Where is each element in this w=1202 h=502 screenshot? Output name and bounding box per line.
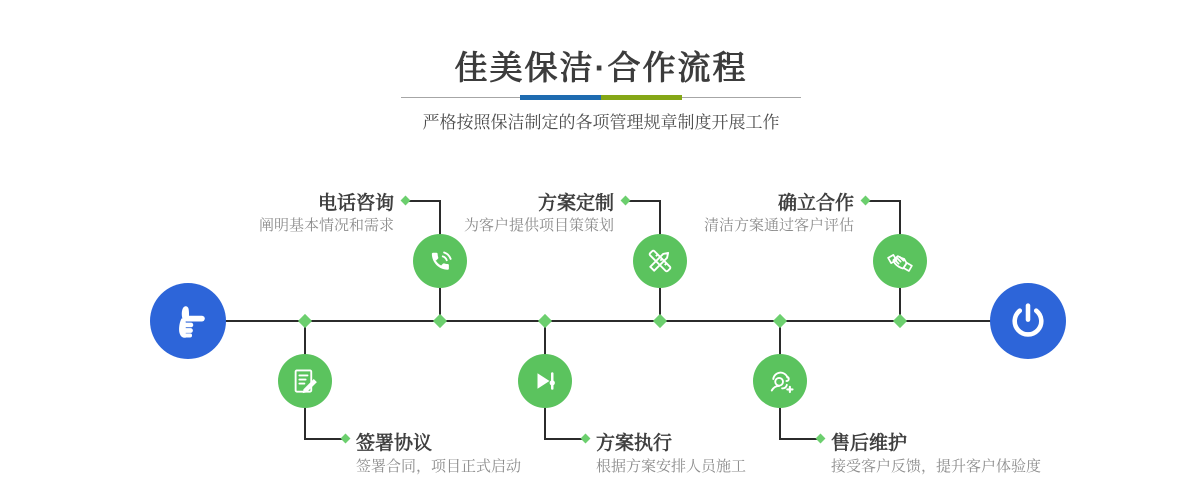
start-node — [150, 283, 226, 359]
divider-blue-segment — [520, 95, 601, 100]
power-icon — [1007, 300, 1049, 342]
timeline-node-diamond — [433, 314, 447, 328]
label-diamond — [341, 434, 351, 444]
step-desc: 为客户提供项目策策划 — [463, 217, 614, 234]
divider-green-segment — [601, 95, 682, 100]
step-desc: 接受客户反馈，提升客户体验度 — [831, 458, 1042, 475]
step-title: 电话咨询 — [317, 193, 394, 214]
step-desc: 清洁方案通过客户评估 — [703, 217, 854, 234]
step-title: 签署协议 — [356, 433, 433, 454]
label-diamond — [401, 196, 411, 206]
play-icon — [530, 366, 560, 396]
handshake-icon — [885, 246, 915, 276]
label-diamond — [621, 196, 631, 206]
pointing-hand-icon — [167, 300, 209, 342]
timeline-node-diamond — [653, 314, 667, 328]
title-divider — [401, 97, 801, 98]
connector-hline — [629, 200, 660, 202]
step-node-execute — [518, 354, 572, 408]
page-subtitle: 严格按照保洁制定的各项管理规章制度开展工作 — [422, 113, 780, 132]
step-desc: 根据方案安排人员施工 — [596, 458, 747, 475]
label-diamond — [861, 196, 871, 206]
timeline-node-diamond — [773, 314, 787, 328]
step-title: 确立合作 — [777, 193, 854, 214]
step-desc: 阐明基本情况和需求 — [258, 217, 394, 234]
timeline-node-diamond — [298, 314, 312, 328]
step-title: 售后维护 — [831, 433, 908, 454]
pencil-ruler-icon — [645, 246, 675, 276]
page-title: 佳美保洁·合作流程 — [454, 49, 748, 86]
step-title: 方案执行 — [596, 433, 673, 454]
phone-icon — [425, 246, 455, 276]
timeline-node-diamond — [893, 314, 907, 328]
timeline-node-diamond — [538, 314, 552, 328]
end-node — [990, 283, 1066, 359]
step-node-phone — [413, 234, 467, 288]
label-diamond — [581, 434, 591, 444]
step-node-establish — [873, 234, 927, 288]
connector-hline — [409, 200, 440, 202]
headset-plus-icon — [765, 366, 795, 396]
connector-hline — [869, 200, 900, 202]
connector-hline — [780, 438, 817, 440]
step-title: 方案定制 — [537, 193, 614, 214]
connector-hline — [305, 438, 342, 440]
step-desc: 签署合同，项目正式启动 — [356, 458, 522, 475]
step-node-sign — [278, 354, 332, 408]
step-node-aftersale — [753, 354, 807, 408]
step-node-plan — [633, 234, 687, 288]
label-diamond — [816, 434, 826, 444]
connector-hline — [545, 438, 582, 440]
document-pen-icon — [290, 366, 320, 396]
